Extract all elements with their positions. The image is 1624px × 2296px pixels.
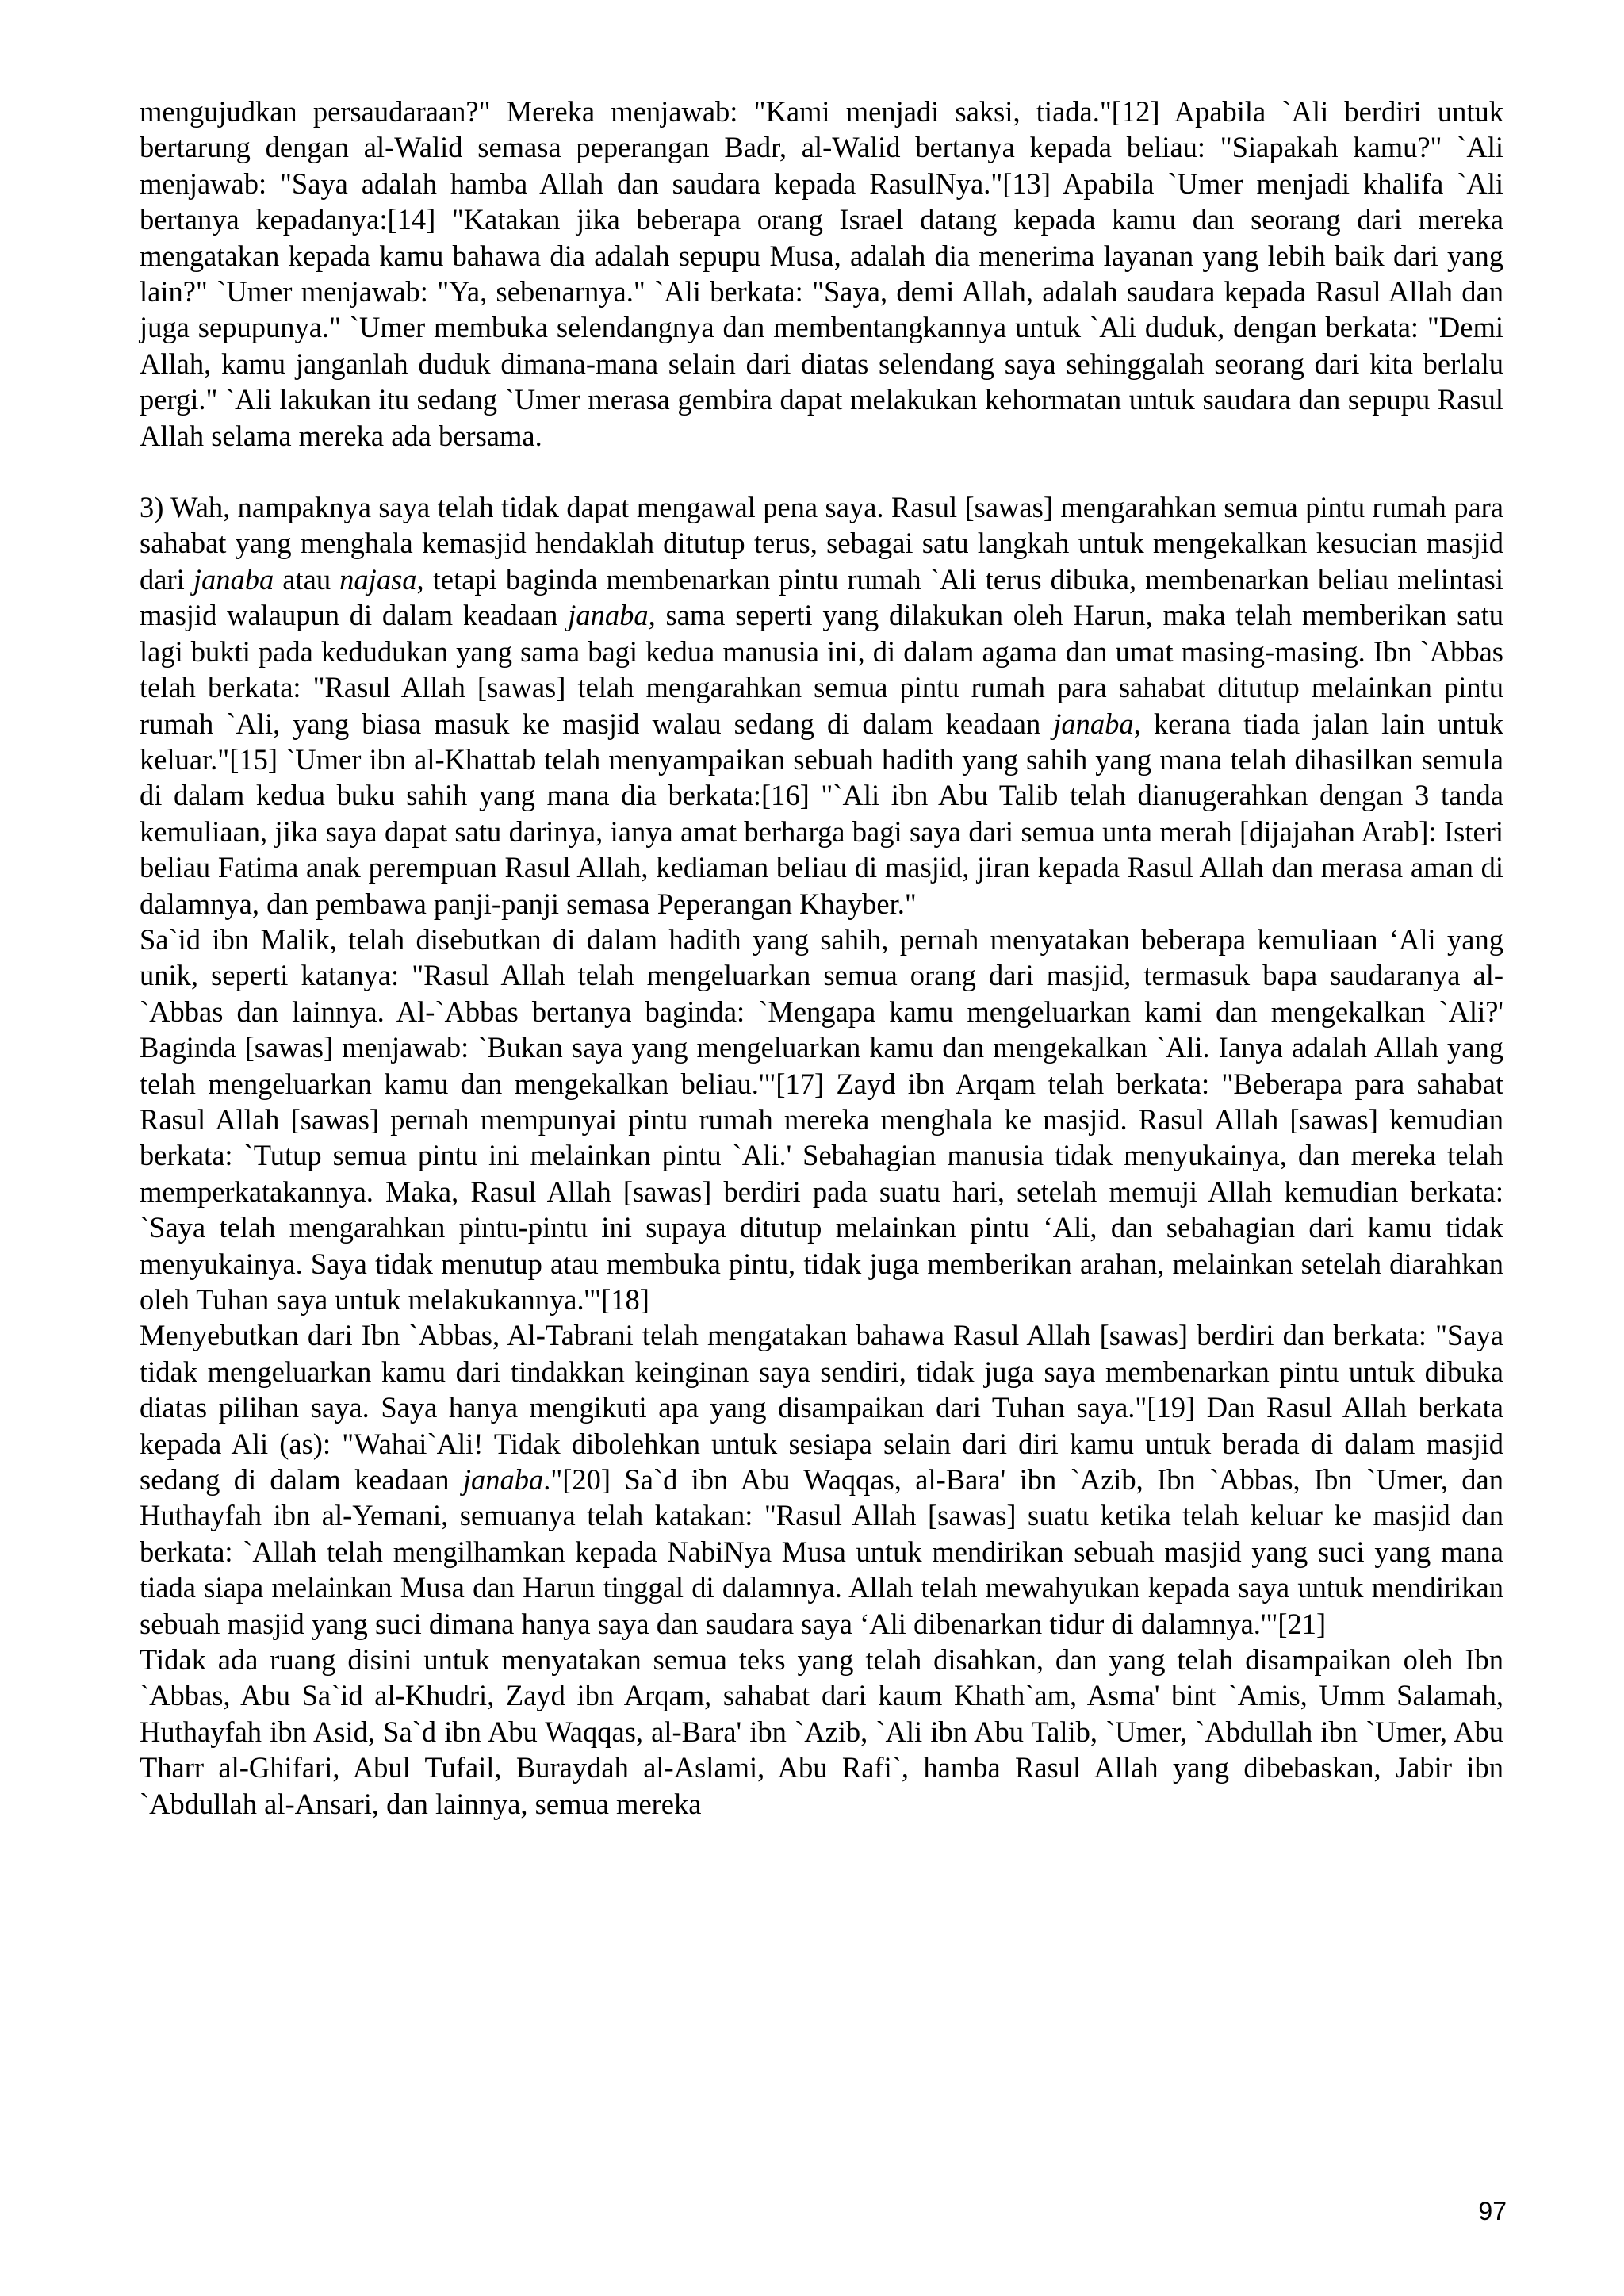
italic-term: janaba	[462, 1463, 544, 1497]
paragraph-said-ibn-malik: Sa`id ibn Malik, telah disebutkan di dalam hadith yang sahih, pernah menyatakan beberapa kemuliaan ‘Ali yang unik, seperti katanya: "Rasul Allah telah mengeluarkan semua orang dari masjid, termasuk bapa saudaranya al-`Abbas dan lainnya. Al-`Abbas bertanya baginda: `Mengapa kamu mengeluarkan kami dan mengekalkan `Ali?' Baginda [sawas] menjawab: `Bukan saya yang mengeluarkan kamu dan mengekalkan `Ali. Ianya adalah Allah yang telah mengeluarkan kamu dan mengekalkan beliau.'"[17] Zayd ibn Arqam telah berkata: "Beberapa para sahabat Rasul Allah [sawas] pernah mempunyai pintu rumah mereka menghala ke masjid. Rasul Allah [sawas] kemudian berkata: `Tutup semua pintu ini melainkan pintu `Ali.' Sebahagian manusia tidak menyukainya, dan mereka telah memperkatakannya. Maka, Rasul Allah [sawas] berdiri pada suatu hari, setelah memuji Allah kemudian berkata: `Saya telah mengarahkan pintu-pintu ini supaya ditutup melainkan pintu ‘Ali, dan sebahagian dari kamu tidak menyukainya. Saya tidak menutup atau membuka pintu, tidak juga memberikan arahan, melainkan setelah diarahkan oleh Tuhan saya untuk melakukannya.'"[18]	[140, 922, 1503, 1316]
paragraph-al-tabrani: Menyebutkan dari Ibn `Abbas, Al-Tabrani telah mengatakan bahawa Rasul Allah [sawas] berdiri dan berkata: "Saya tidak mengeluarkan kamu dari tindakkan keinginan saya sendiri, tidak juga saya membenarkan pintu untuk dibuka diatas pilihan saya. Saya hanya mengikuti apa yang disampaikan dari Tuhan saya."[19] Dan Rasul Allah berkata kepada Ali (as): "Wahai`Ali! Tidak dibolehkan untuk sesiapa selain dari diri kamu untuk berada di dalam masjid sedang di dalam keadaan janaba."[20] Sa`d ibn Abu Waqqas, al-Bara' ibn `Azib, Ibn `Abbas, Ibn `Umer, dan Huthayfah ibn al-Yemani, semuanya telah katakan: "Rasul Allah [sawas] suatu ketika telah keluar ke masjid dan berkata: `Allah telah mengilhamkan kepada NabiNya Musa untuk mendirikan sebuah masjid yang suci yang mana tiada siapa melainkan Musa dan Harun tinggal di dalamnya. Allah telah mewahyukan kepada saya untuk mendirikan sebuah masjid yang suci dimana hanya saya dan saudara saya ‘Ali dibenarkan tidur di dalamnya.'"[21]	[140, 1319, 1503, 1640]
italic-term: janaba	[1053, 707, 1134, 740]
paragraph-narrators: Tidak ada ruang disini untuk menyatakan semua teks yang telah disahkan, dan yang telah disampaikan oleh Ibn `Abbas, Abu Sa`id al-Khudri, Zayd ibn Arqam, sahabat dari kaum Khath`am, Asma' bint `Amis, Umm Salamah, Huthayfah ibn Asid, Sa`d ibn Abu Waqqas, al-Bara' ibn `Azib, `Ali ibn Abu Talib, `Umer, `Abdullah ibn `Umer, Abu Tharr al-Ghifari, Abul Tufail, Buraydah al-Aslami, Abu Rafi`, hamba Rasul Allah yang dibebaskan, Jabir ibn `Abdullah al-Ansari, dan lainnya, semua mereka	[140, 1643, 1503, 1820]
page-number: 97	[1478, 2197, 1507, 2225]
italic-term: janaba	[193, 562, 274, 596]
page-body	[140, 94, 1503, 1822]
italic-term: janaba	[568, 599, 649, 632]
paragraph-point-3: 3) Wah, nampaknya saya telah tidak dapat mengawal pena saya. Rasul [sawas] mengarahkan semua pintu rumah para sahabat yang menghala kemasjid hendaklah ditutup terus, sebagai satu langkah untuk mengekalkan kesucian masjid dari janaba atau najasa, tetapi baginda membenarkan pintu rumah `Ali terus dibuka, membenarkan beliau melintasi masjid walaupun di dalam keadaan janaba, sama seperti yang dilakukan oleh Harun, maka telah memberikan satu lagi bukti pada kedudukan yang sama bagi kedua manusia ini, di dalam agama dan umat masing-masing. Ibn `Abbas telah berkata: "Rasul Allah [sawas] telah mengarahkan semua pintu rumah para sahabat ditutup melainkan pintu rumah `Ali, yang biasa masuk ke masjid walau sedang di dalam keadaan janaba, kerana tiada jalan lain untuk keluar."[15] `Umer ibn al-Khattab telah menyampaikan sebuah hadith yang sahih yang mana telah dihasilkan semula di dalam kedua buku sahih yang mana dia berkata:[16] "`Ali ibn Abu Talib telah dianugerahkan dengan 3 tanda kemuliaan, jika saya dapat satu darinya, ianya amat berharga bagi saya dari semua unta merah [dijajahan Arab]: Isteri beliau Fatima anak perempuan Rasul Allah, kediaman beliau di masjid, jiran kepada Rasul Allah dan merasa aman di dalamnya, dan pembawa panji-panji semasa Peperangan Khayber."	[140, 491, 1504, 920]
italic-term: najasa	[339, 562, 417, 596]
paragraph-continuation: mengujudkan persaudaraan?" Mereka menjawab: "Kami menjadi saksi, tiada."[12] Apabila `Ali berdiri untuk bertarung dengan al-Walid semasa peperangan Badr, al-Walid bertanya kepada beliau: "Siapakah kamu?" `Ali menjawab: "Saya adalah hamba Allah dan saudara kepada RasulNya."[13] Apabila `Umer menjadi khalifa `Ali bertanya kepadanya:[14] "Katakan jika beberapa orang Israel datang kepada kamu dan seorang dari mereka mengatakan kepada kamu bahawa dia adalah sepupu Musa, adalah dia menerima layanan yang lebih baik dari yang lain?" `Umer menjawab: "Ya, sebenarnya." `Ali berkata: "Saya, demi Allah, adalah saudara kepada Rasul Allah dan juga sepupunya." `Umer membuka selendangnya dan membentangkannya untuk `Ali duduk, dengan berkata: "Demi Allah, kamu janganlah duduk dimana-mana selain dari diatas selendang saya sehinggalah seorang dari kita berlalu pergi." `Ali lakukan itu sedang `Umer merasa gembira dapat melakukan kehormatan untuk saudara dan sepupu Rasul Allah selama mereka ada bersama.	[140, 95, 1503, 452]
